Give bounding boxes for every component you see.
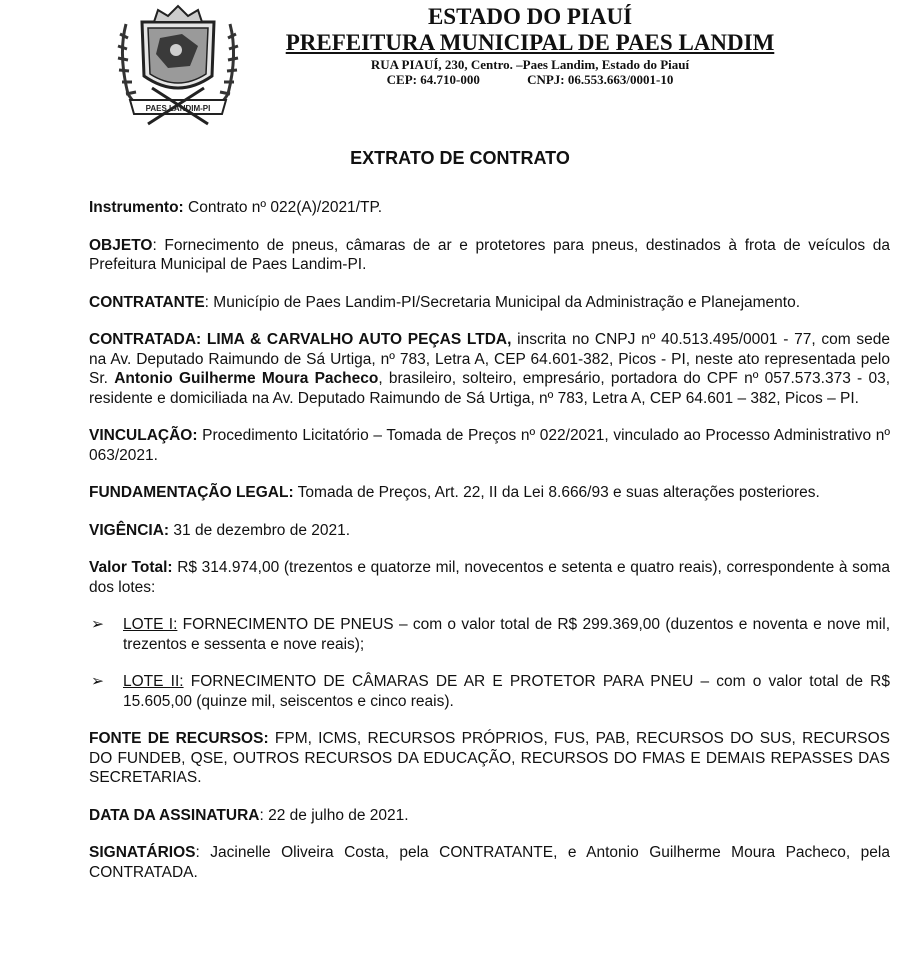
- instrumento-label: Instrumento:: [89, 199, 184, 216]
- contratada-text-1: inscrita no CNPJ nº 40.513.495/0001 - 77, com sede na Av. Deputado Raimundo de Sá Urtiga, nº 783, Letra A, CEP 64.601-382, Picos - PI, neste ato representada pelo Sr.: [89, 331, 890, 387]
- state-name: ESTADO DO PIAUÍ: [427, 4, 633, 29]
- contratante-paragraph: [89, 293, 890, 313]
- fundamentacao-paragraph: [89, 483, 890, 503]
- vigencia-text: 31 de dezembro de 2021.: [169, 521, 351, 539]
- fonte-paragraph: [89, 729, 890, 788]
- data-assinatura-label: DATA DA ASSINATURA: [89, 806, 260, 824]
- vinculacao-text: Procedimento Licitatório – Tomada de Preços nº 022/2021, vinculado ao Processo Administrativo nº 063/2021.: [89, 427, 890, 464]
- prefecture-name: PREFEITURA MUNICIPAL DE PAES LANDIM: [285, 30, 775, 55]
- contratante-label: CONTRATANTE: [89, 293, 205, 311]
- representative-name: Antonio Guilherme Moura Pacheco: [114, 370, 379, 387]
- cnpj: CNPJ: 06.553.663/0001-10: [527, 72, 674, 87]
- valor-total-paragraph: [89, 558, 890, 597]
- contract-body: [89, 198, 890, 882]
- data-assinatura-text: : 22 de julho de 2021.: [259, 806, 409, 824]
- signatarios-text: : Jacinelle Oliveira Costa, pela CONTRATANTE, e Antonio Guilherme Moura Pacheco, pela CONTRATADA.: [89, 844, 890, 881]
- municipal-seal-logo: [112, 4, 244, 128]
- fundamentacao-label: FUNDAMENTAÇÃO LEGAL:: [89, 484, 294, 501]
- signatarios-label: SIGNATÁRIOS: [89, 844, 196, 861]
- data-assinatura-paragraph: [89, 806, 890, 826]
- valor-total-label: Valor Total:: [89, 559, 173, 576]
- fonte-text: FPM, ICMS, RECURSOS PRÓPRIOS, FUS, PAB, RECURSOS DO SUS, RECURSOS DO FUNDEB, QSE, OUTROS RECURSOS DA EDUCAÇÃO, RECURSOS DO FMAS E DEMAIS REPASSES DAS SECRETARIAS.: [89, 730, 890, 786]
- lote-name: LOTE II:: [123, 673, 184, 690]
- svg-text:PAES LANDIM-PI: PAES LANDIM-PI: [145, 104, 211, 113]
- fundamentacao-text: Tomada de Preços, Art. 22, II da Lei 8.666/93 e suas alterações posteriores.: [293, 484, 820, 501]
- objeto-text: : Fornecimento de pneus, câmaras de ar e protetores para pneus, destinados à frota de veículos da Prefeitura Municipal de Paes Landim-PI.: [89, 236, 890, 273]
- lote-text: FORNECIMENTO DE PNEUS – com o valor total de R$ 299.369,00 (duzentos e noventa e nove mil, trezentos e sessenta e nove reais);: [123, 616, 890, 653]
- letterhead: [0, 0, 920, 140]
- objeto-label: OBJETO: [89, 236, 153, 254]
- lote-item: [89, 672, 890, 711]
- arrow-bullet-icon: ➢: [91, 616, 104, 633]
- contratada-paragraph: [89, 330, 890, 408]
- contratada-text-2: , brasileiro, solteiro, empresário, portadora do CPF nº 057.573.373 - 03, residente e domiciliada na Av. Deputado Raimundo de Sá Urtiga, nº 783, Letra A, CEP 64.601 – 382, Picos – PI.: [89, 370, 890, 407]
- signatarios-paragraph: [89, 843, 890, 882]
- lote-name: LOTE I:: [123, 616, 178, 633]
- vigencia-label: VIGÊNCIA:: [89, 521, 170, 539]
- vinculacao-paragraph: [89, 426, 890, 465]
- objeto-paragraph: [89, 236, 890, 275]
- document-title: EXTRATO DE CONTRATO: [350, 148, 570, 168]
- lote-text: FORNECIMENTO DE CÂMARAS DE AR E PROTETOR PARA PNEU – com o valor total de R$ 15.605,00 (quinze mil, seiscentos e cinco reais).: [123, 673, 890, 710]
- contratada-label: CONTRATADA: LIMA & CARVALHO AUTO PEÇAS LTDA,: [89, 331, 512, 348]
- valor-total-text: R$ 314.974,00 (trezentos e quatorze mil, novecentos e setenta e quatro reais), correspondente à soma dos lotes:: [89, 559, 890, 596]
- instrumento-text: Contrato nº 022(A)/2021/TP.: [183, 199, 383, 216]
- vigencia-paragraph: [89, 521, 890, 541]
- lote-item: [89, 615, 890, 654]
- arrow-bullet-icon: ➢: [91, 673, 104, 690]
- cep: CEP: 64.710-000: [386, 72, 480, 87]
- prefecture-address: RUA PIAUÍ, 230, Centro. –Paes Landim, Estado do Piauí: [370, 57, 690, 72]
- instrumento-paragraph: [89, 198, 890, 218]
- fonte-label: FONTE DE RECURSOS:: [89, 730, 269, 747]
- contratante-text: : Município de Paes Landim-PI/Secretaria Municipal da Administração e Planejamento.: [204, 293, 801, 311]
- vinculacao-label: VINCULAÇÃO:: [89, 427, 198, 444]
- letterhead-text: [250, 4, 810, 87]
- cep-cnpj-line: [250, 72, 810, 87]
